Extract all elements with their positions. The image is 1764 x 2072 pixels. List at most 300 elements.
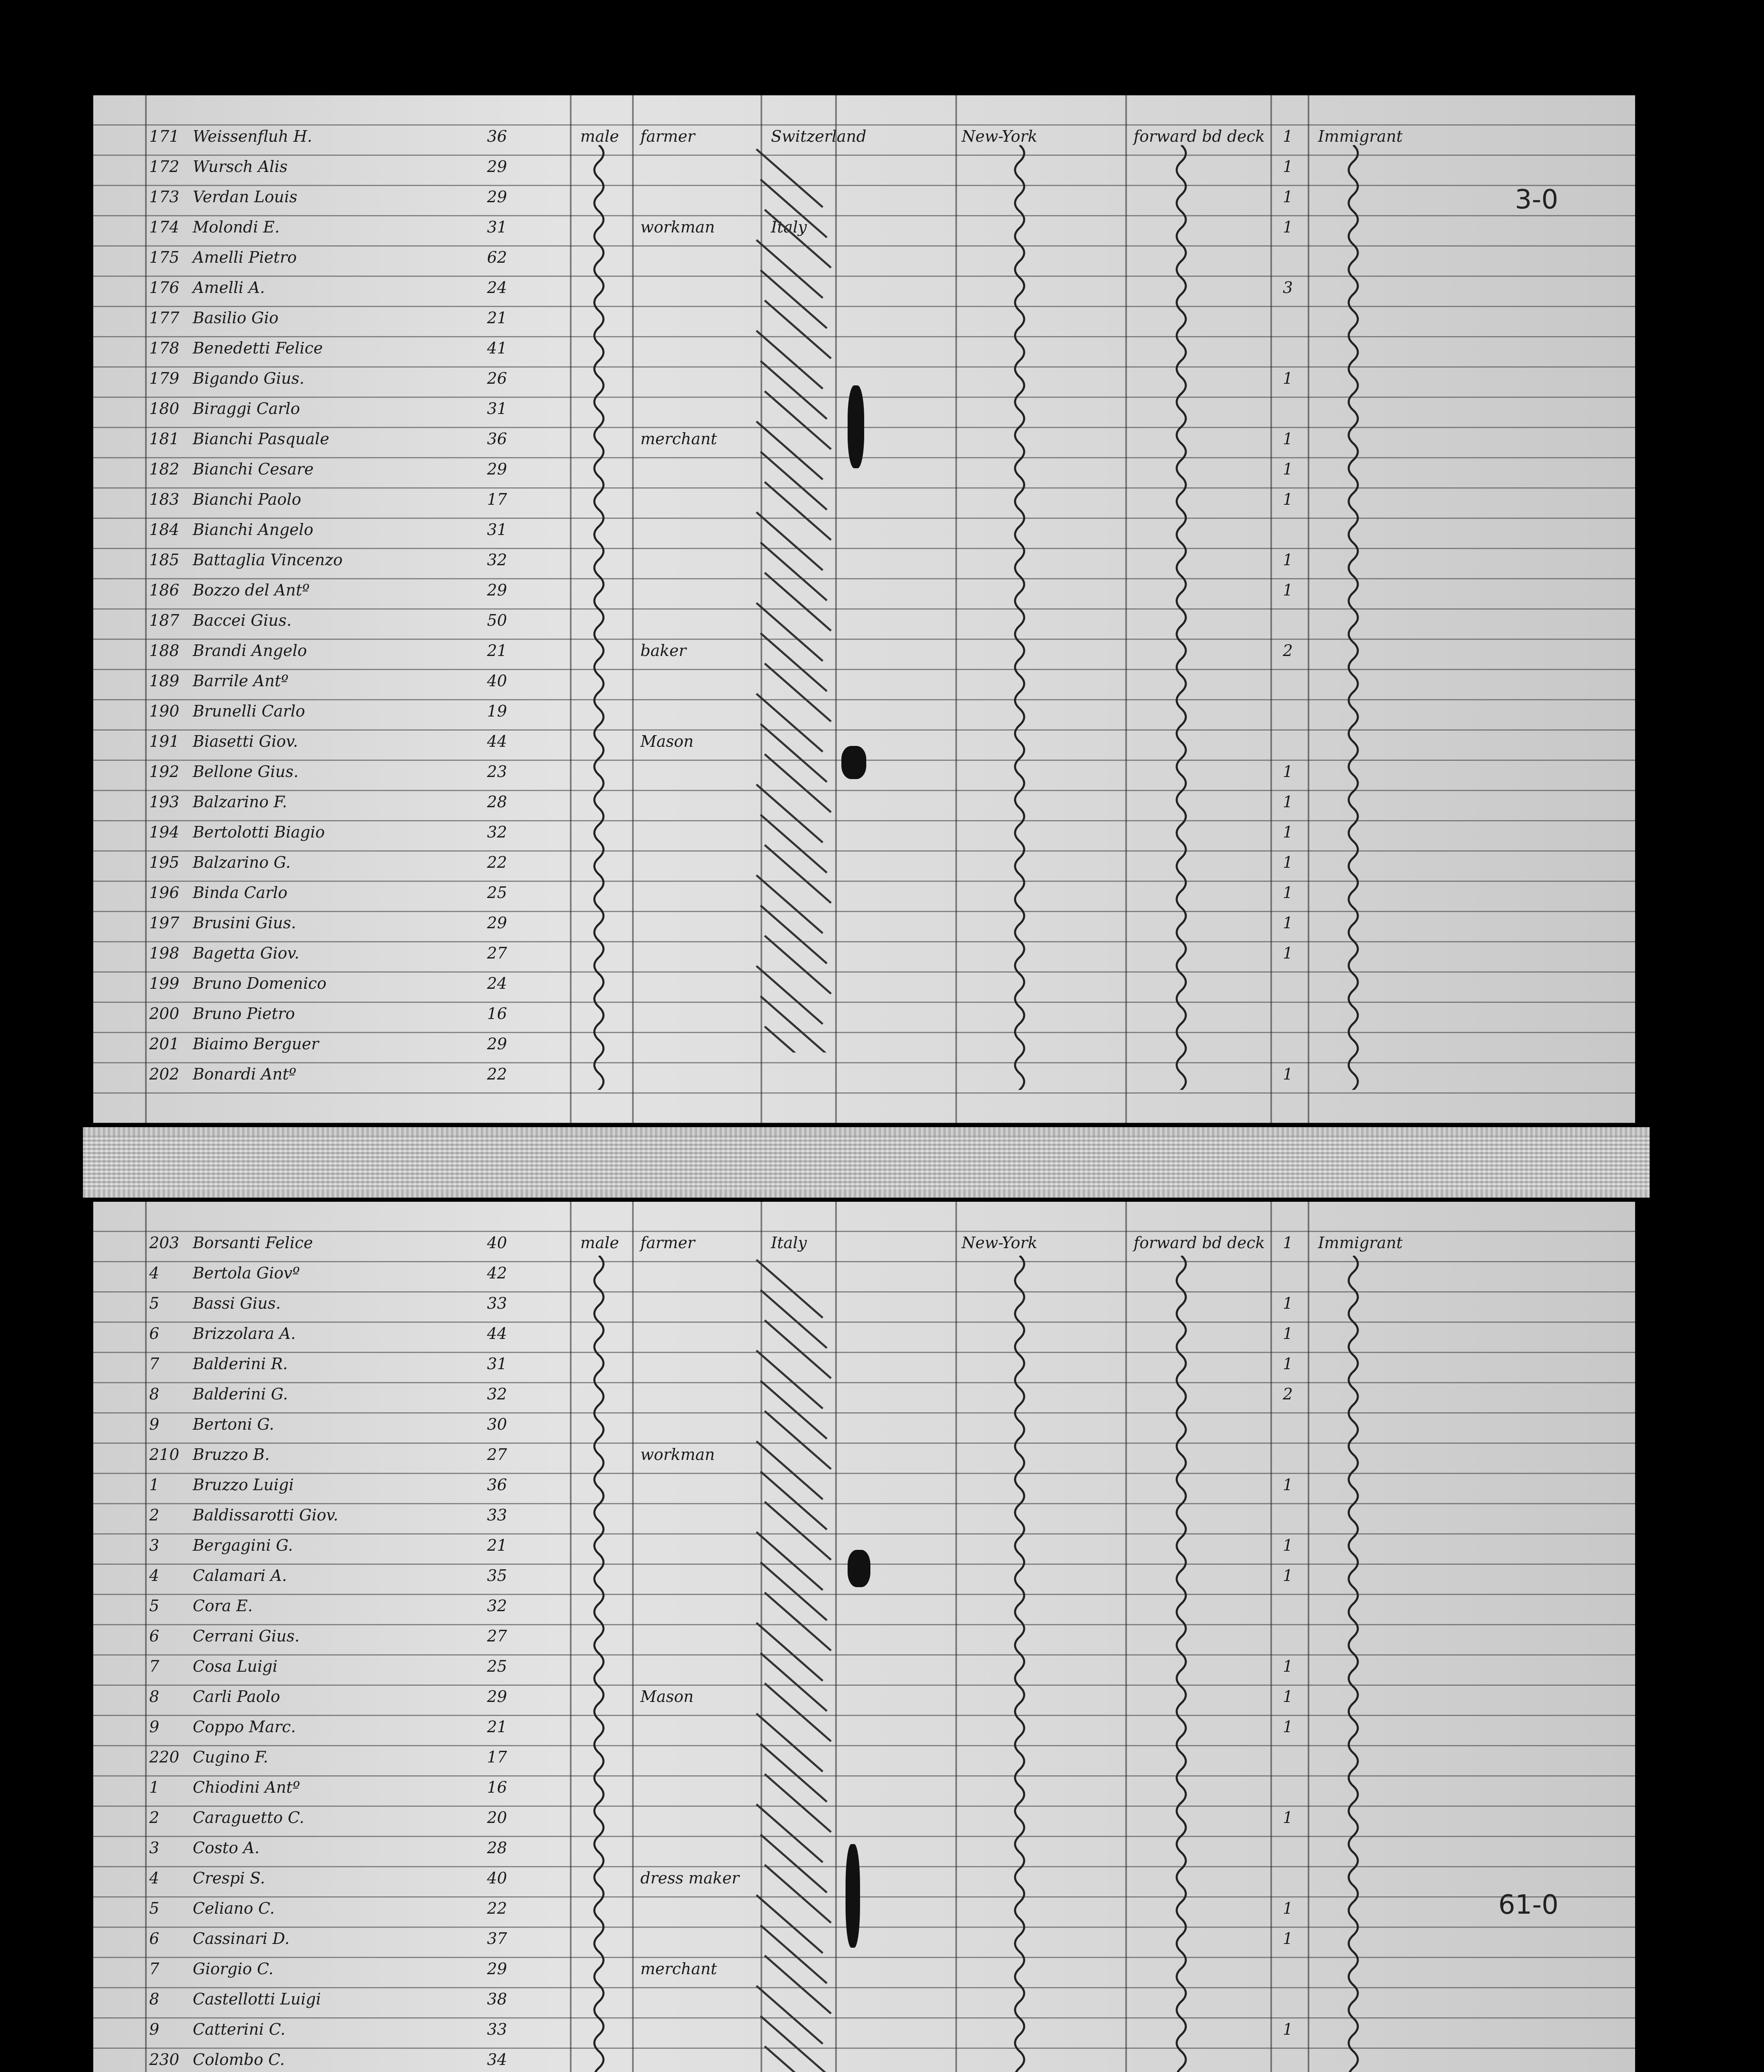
passenger-name: Giorgio C.: [193, 1960, 274, 1978]
passenger-pieces: 1: [1283, 1234, 1293, 1252]
passenger-row: [93, 511, 1635, 541]
passenger-age: 29: [487, 1960, 507, 1978]
passenger-name: Cugino F.: [193, 1748, 268, 1766]
passenger-pieces: 1: [1283, 2020, 1293, 2038]
ditto-mark: [586, 145, 611, 1090]
tally-mark-top: 3-0: [1515, 184, 1558, 215]
passenger-age: 20: [487, 1808, 507, 1827]
ink-blot: [846, 1844, 860, 1948]
passenger-row: [93, 1709, 1635, 1738]
passenger-age: 31: [487, 218, 507, 236]
header-status: Immigrant: [1318, 1234, 1403, 1252]
passenger-row: [93, 269, 1635, 299]
passenger-age: 24: [487, 278, 507, 297]
passenger-row: [93, 148, 1635, 178]
row-number: 8: [149, 1990, 160, 2008]
passenger-name: Battaglia Vincenzo: [193, 551, 343, 569]
row-number: 187: [149, 611, 179, 629]
passenger-name: Benedetti Felice: [193, 339, 323, 357]
passenger-row: [93, 118, 1635, 148]
passenger-name: Amelli Pietro: [193, 248, 297, 266]
ditto-mark: [1169, 1256, 1194, 2072]
ditto-mark: [1007, 145, 1032, 1090]
ditto-mark: [586, 1256, 611, 2072]
row-number: 230: [149, 2050, 179, 2069]
row-number: 2: [149, 1506, 160, 1524]
row-number: 9: [149, 1415, 160, 1433]
passenger-name: Balzarino F.: [193, 793, 287, 811]
passenger-row: [93, 844, 1635, 874]
passenger-occupation: Mason: [640, 732, 694, 750]
passenger-name: Castellotti Luigi: [193, 1990, 321, 2008]
passenger-row: [93, 1830, 1635, 1859]
passenger-occupation: workman: [640, 218, 715, 236]
passenger-name: Amelli A.: [193, 278, 265, 297]
passenger-row: [93, 1890, 1635, 1920]
row-number: 195: [149, 853, 179, 871]
row-number: 193: [149, 793, 179, 811]
passenger-row: [93, 935, 1635, 965]
passenger-row: [93, 239, 1635, 269]
passenger-name: Binda Carlo: [193, 884, 288, 902]
passenger-name: Cerrani Gius.: [193, 1627, 300, 1645]
passenger-name: Brusini Gius.: [193, 914, 296, 932]
passenger-age: 27: [487, 1445, 507, 1464]
passenger-row: [93, 451, 1635, 481]
passenger-name: Weissenfluh H.: [193, 127, 313, 145]
passenger-occupation: baker: [640, 641, 686, 660]
passenger-age: 27: [487, 944, 507, 962]
passenger-row: [93, 572, 1635, 602]
passenger-age: 36: [487, 1476, 507, 1494]
passenger-row: [93, 330, 1635, 360]
passenger-name: Baccei Gius.: [193, 611, 292, 629]
passenger-row: [93, 995, 1635, 1025]
passenger-age: 26: [487, 369, 507, 387]
row-number: 3: [149, 1839, 160, 1857]
passenger-row: [93, 814, 1635, 844]
passenger-pieces: 1: [1283, 1566, 1293, 1585]
passenger-name: Balderini G.: [193, 1385, 288, 1403]
passenger-name: Crespi S.: [193, 1869, 265, 1887]
row-number: 196: [149, 884, 179, 902]
header-class: forward bd deck: [1134, 1234, 1265, 1252]
passenger-row: [93, 1225, 1635, 1254]
passenger-row: [93, 300, 1635, 329]
passenger-name: Borsanti Felice: [193, 1234, 313, 1252]
passenger-name: Carli Paolo: [193, 1687, 280, 1706]
passenger-age: 27: [487, 1627, 507, 1645]
row-number: 197: [149, 914, 179, 932]
header-destination: New-York: [962, 1234, 1037, 1252]
passenger-age: 31: [487, 520, 507, 539]
row-number: 7: [149, 1355, 160, 1373]
passenger-pieces: 1: [1283, 188, 1293, 206]
passenger-age: 29: [487, 581, 507, 599]
passenger-row: [93, 1618, 1635, 1648]
passenger-name: Basilio Gio: [193, 309, 279, 327]
row-number: 1: [149, 1778, 160, 1796]
row-number: 198: [149, 944, 179, 962]
passenger-age: 25: [487, 884, 507, 902]
passenger-row: [93, 1436, 1635, 1466]
row-number: 1: [149, 1476, 160, 1494]
passenger-pieces: 1: [1283, 218, 1293, 236]
row-number: 173: [149, 188, 179, 206]
passenger-name: Balzarino G.: [193, 853, 291, 871]
row-number: 5: [149, 1899, 160, 1917]
passenger-row: [93, 693, 1635, 723]
row-number: 5: [149, 1294, 160, 1312]
passenger-occupation: dress maker: [640, 1869, 739, 1887]
passenger-pieces: 1: [1283, 793, 1293, 811]
passenger-row: [93, 1497, 1635, 1527]
row-number: 172: [149, 157, 179, 176]
passenger-row: [93, 905, 1635, 934]
row-number: 202: [149, 1065, 179, 1083]
passenger-pieces: 1: [1283, 127, 1293, 145]
passenger-age: 32: [487, 823, 507, 841]
passenger-age: 32: [487, 1597, 507, 1615]
passenger-age: 40: [487, 1234, 507, 1252]
passenger-age: 21: [487, 1536, 507, 1554]
passenger-name: Bonardi Antº: [193, 1065, 296, 1083]
passenger-age: 17: [487, 490, 507, 508]
passenger-age: 16: [487, 1005, 507, 1023]
passenger-pieces: 1: [1283, 490, 1293, 508]
passenger-name: Brandi Angelo: [193, 641, 307, 660]
row-number: 4: [149, 1264, 160, 1282]
row-number: 185: [149, 551, 179, 569]
passenger-age: 29: [487, 460, 507, 478]
row-number: 5: [149, 1597, 160, 1615]
passenger-name: Bigando Gius.: [193, 369, 305, 387]
row-number: 179: [149, 369, 179, 387]
passenger-name: Bianchi Paolo: [193, 490, 301, 508]
passenger-name: Biasetti Giov.: [193, 732, 298, 750]
passenger-name: Bozzo del Antº: [193, 581, 310, 599]
passenger-country: Italy: [771, 218, 807, 236]
passenger-pieces: 1: [1283, 1718, 1293, 1736]
header-status: Immigrant: [1318, 127, 1403, 145]
ditto-mark: [1341, 145, 1366, 1090]
passenger-pieces: 1: [1283, 1808, 1293, 1827]
passenger-age: 41: [487, 339, 507, 357]
passenger-age: 34: [487, 2050, 507, 2069]
passenger-age: 21: [487, 309, 507, 327]
passenger-age: 42: [487, 1264, 507, 1282]
passenger-name: Biraggi Carlo: [193, 399, 300, 418]
passenger-name: Molondi E.: [193, 218, 280, 236]
ditto-mark: [1341, 1256, 1366, 2072]
row-number: 189: [149, 672, 179, 690]
row-number: 4: [149, 1869, 160, 1887]
passenger-age: 31: [487, 399, 507, 418]
passenger-occupation: merchant: [640, 1960, 717, 1978]
passenger-name: Bassi Gius.: [193, 1294, 281, 1312]
passenger-name: Colombo C.: [193, 2050, 285, 2069]
passenger-row: [93, 1799, 1635, 1829]
passenger-age: 40: [487, 1869, 507, 1887]
passenger-row: [93, 1406, 1635, 1436]
passenger-row: [93, 209, 1635, 239]
passenger-name: Bergagini G.: [193, 1536, 293, 1554]
passenger-pieces: 1: [1283, 1657, 1293, 1675]
passenger-occupation: workman: [640, 1445, 715, 1464]
passenger-name: Balderini R.: [193, 1355, 288, 1373]
row-number: 171: [149, 127, 179, 145]
passenger-pieces: 1: [1283, 823, 1293, 841]
passenger-name: Catterini C.: [193, 2020, 286, 2038]
passenger-row: [93, 1056, 1635, 1086]
passenger-name: Cassinari D.: [193, 1929, 290, 1948]
passenger-pieces: 2: [1283, 1385, 1293, 1403]
passenger-age: 22: [487, 853, 507, 871]
passenger-age: 50: [487, 611, 507, 629]
passenger-row: [93, 1860, 1635, 1890]
row-number: 203: [149, 1234, 179, 1252]
passenger-name: Coppo Marc.: [193, 1718, 296, 1736]
passenger-name: Biaimo Berguer: [193, 1035, 319, 1053]
passenger-row: [93, 723, 1635, 753]
passenger-age: 32: [487, 1385, 507, 1403]
ink-blot: [848, 1550, 870, 1587]
passenger-pieces: 1: [1283, 1929, 1293, 1948]
passenger-age: 28: [487, 1839, 507, 1857]
passenger-age: 33: [487, 2020, 507, 2038]
passenger-pieces: 1: [1283, 1324, 1293, 1343]
passenger-age: 29: [487, 157, 507, 176]
row-number: 3: [149, 1536, 160, 1554]
row-number: 6: [149, 1929, 160, 1948]
row-number: 199: [149, 974, 179, 992]
row-number: 8: [149, 1385, 160, 1403]
passenger-row: [93, 1255, 1635, 1285]
row-number: 186: [149, 581, 179, 599]
passenger-pieces: 1: [1283, 1899, 1293, 1917]
passenger-age: 44: [487, 1324, 507, 1343]
passenger-pieces: 1: [1283, 551, 1293, 569]
passenger-row: [93, 1315, 1635, 1345]
passenger-pieces: 1: [1283, 460, 1293, 478]
passenger-row: [93, 965, 1635, 995]
row-number: 7: [149, 1960, 160, 1978]
passenger-age: 33: [487, 1294, 507, 1312]
passenger-age: 40: [487, 672, 507, 690]
passenger-age: 24: [487, 974, 507, 992]
row-number: 177: [149, 309, 179, 327]
passenger-row: [93, 1678, 1635, 1708]
ink-blot: [848, 385, 864, 468]
passenger-pieces: 1: [1283, 1687, 1293, 1706]
passenger-age: 35: [487, 1566, 507, 1585]
passenger-row: [93, 1920, 1635, 1950]
row-number: 210: [149, 1445, 179, 1464]
passenger-row: [93, 1285, 1635, 1315]
ditto-mark: [1007, 1256, 1032, 2072]
passenger-name: Calamari A.: [193, 1566, 287, 1585]
passenger-row: [93, 481, 1635, 511]
passenger-row: [93, 1769, 1635, 1799]
passenger-age: 62: [487, 248, 507, 266]
passenger-pieces: 1: [1283, 1536, 1293, 1554]
passenger-pieces: 1: [1283, 1476, 1293, 1494]
row-number: 192: [149, 762, 179, 781]
passenger-occupation: Mason: [640, 1687, 694, 1706]
passenger-name: Wursch Alis: [193, 157, 288, 176]
row-number: 200: [149, 1005, 179, 1023]
passenger-age: 22: [487, 1899, 507, 1917]
passenger-name: Caraguetto C.: [193, 1808, 305, 1827]
passenger-pieces: 1: [1283, 853, 1293, 871]
passenger-age: 33: [487, 1506, 507, 1524]
passenger-name: Bellone Gius.: [193, 762, 299, 781]
passenger-name: Bertolotti Biagio: [193, 823, 325, 841]
passenger-age: 23: [487, 762, 507, 781]
passenger-age: 30: [487, 1415, 507, 1433]
header-occupation: farmer: [640, 1234, 695, 1252]
passenger-age: 28: [487, 793, 507, 811]
passenger-row: [93, 602, 1635, 632]
passenger-age: 29: [487, 188, 507, 206]
passenger-name: Celiano C.: [193, 1899, 275, 1917]
passenger-name: Bruno Pietro: [193, 1005, 295, 1023]
passenger-name: Brunelli Carlo: [193, 702, 305, 720]
passenger-name: Bianchi Cesare: [193, 460, 314, 478]
row-number: 2: [149, 1808, 160, 1827]
passenger-occupation: merchant: [640, 430, 717, 448]
tally-mark-bottom: 61-0: [1498, 1890, 1559, 1920]
row-number: 183: [149, 490, 179, 508]
row-number: 6: [149, 1627, 160, 1645]
row-number: 176: [149, 278, 179, 297]
passenger-name: Bertola Giovº: [193, 1264, 300, 1282]
passenger-pieces: 1: [1283, 157, 1293, 176]
row-number: 7: [149, 1657, 160, 1675]
passenger-row: [93, 1467, 1635, 1496]
passenger-age: 16: [487, 1778, 507, 1796]
passenger-name: Verdan Louis: [193, 188, 298, 206]
passenger-row: [93, 784, 1635, 813]
passenger-age: 32: [487, 551, 507, 569]
passenger-age: 21: [487, 1718, 507, 1736]
passenger-pieces: 1: [1283, 1294, 1293, 1312]
passenger-name: Cosa Luigi: [193, 1657, 278, 1675]
header-class: forward bd deck: [1134, 127, 1265, 145]
passenger-row: [93, 1951, 1635, 1980]
passenger-name: Costo A.: [193, 1839, 260, 1857]
passenger-age: 29: [487, 1687, 507, 1706]
passenger-row: [93, 1376, 1635, 1406]
passenger-age: 22: [487, 1065, 507, 1083]
passenger-age: 44: [487, 732, 507, 750]
passenger-pieces: 1: [1283, 369, 1293, 387]
passenger-pieces: 1: [1283, 762, 1293, 781]
row-number: 191: [149, 732, 179, 750]
header-destination: New-York: [962, 127, 1037, 145]
row-number: 194: [149, 823, 179, 841]
passenger-pieces: 1: [1283, 1065, 1293, 1083]
passenger-row: [93, 179, 1635, 208]
passenger-pieces: 1: [1283, 944, 1293, 962]
hatch-marks: [740, 145, 856, 1053]
passenger-row: [93, 1346, 1635, 1375]
header-sex: male: [580, 127, 619, 145]
row-number: 6: [149, 1324, 160, 1343]
header-country: Italy: [771, 1234, 807, 1252]
passenger-pieces: 1: [1283, 581, 1293, 599]
passenger-name: Bertoni G.: [193, 1415, 274, 1433]
passenger-row: [93, 663, 1635, 692]
passenger-pieces: 2: [1283, 641, 1293, 660]
passenger-row: [93, 360, 1635, 390]
passenger-row: [93, 632, 1635, 662]
passenger-pieces: 3: [1283, 278, 1293, 297]
row-number: 178: [149, 339, 179, 357]
passenger-age: 31: [487, 1355, 507, 1373]
ledger-sheet-bottom: [93, 1202, 1635, 2072]
passenger-age: 17: [487, 1748, 507, 1766]
passenger-row: [93, 1588, 1635, 1617]
ink-blot: [841, 746, 866, 779]
passenger-name: Cora E.: [193, 1597, 253, 1615]
row-number: 201: [149, 1035, 179, 1053]
row-number: 9: [149, 1718, 160, 1736]
passenger-age: 38: [487, 1990, 507, 2008]
row-number: 182: [149, 460, 179, 478]
row-number: 220: [149, 1748, 179, 1766]
passenger-row: [93, 1026, 1635, 1055]
passenger-age: 29: [487, 1035, 507, 1053]
row-number: 175: [149, 248, 179, 266]
passenger-pieces: 1: [1283, 884, 1293, 902]
passenger-row: [93, 1739, 1635, 1769]
passenger-row: [93, 2011, 1635, 2041]
ledger-sheet-top: [93, 95, 1635, 1123]
passenger-age: 29: [487, 914, 507, 932]
passenger-name: Barrile Antº: [193, 672, 288, 690]
row-number: 184: [149, 520, 179, 539]
passenger-name: Bruzzo Luigi: [193, 1476, 294, 1494]
row-number: 8: [149, 1687, 160, 1706]
passenger-pieces: 1: [1283, 914, 1293, 932]
row-number: 9: [149, 2020, 160, 2038]
passenger-age: 36: [487, 430, 507, 448]
passenger-name: Chiodini Antº: [193, 1778, 300, 1796]
passenger-age: 36: [487, 127, 507, 145]
row-number: 190: [149, 702, 179, 720]
passenger-name: Bruno Domenico: [193, 974, 327, 992]
header-sex: male: [580, 1234, 619, 1252]
passenger-row: [93, 421, 1635, 450]
row-number: 180: [149, 399, 179, 418]
passenger-name: Baldissarotti Giov.: [193, 1506, 339, 1524]
passenger-row: [93, 1981, 1635, 2011]
header-occupation: farmer: [640, 127, 695, 145]
row-number: 188: [149, 641, 179, 660]
passenger-name: Bianchi Pasquale: [193, 430, 330, 448]
header-country: Switzerland: [771, 127, 867, 145]
passenger-pieces: 1: [1283, 430, 1293, 448]
hatch-marks: [740, 1256, 856, 2072]
passenger-name: Brizzolara A.: [193, 1324, 296, 1343]
row-number: 4: [149, 1566, 160, 1585]
passenger-name: Bianchi Angelo: [193, 520, 313, 539]
passenger-row: [93, 542, 1635, 571]
row-number: 174: [149, 218, 179, 236]
passenger-age: 21: [487, 641, 507, 660]
passenger-name: Bruzzo B.: [193, 1445, 270, 1464]
